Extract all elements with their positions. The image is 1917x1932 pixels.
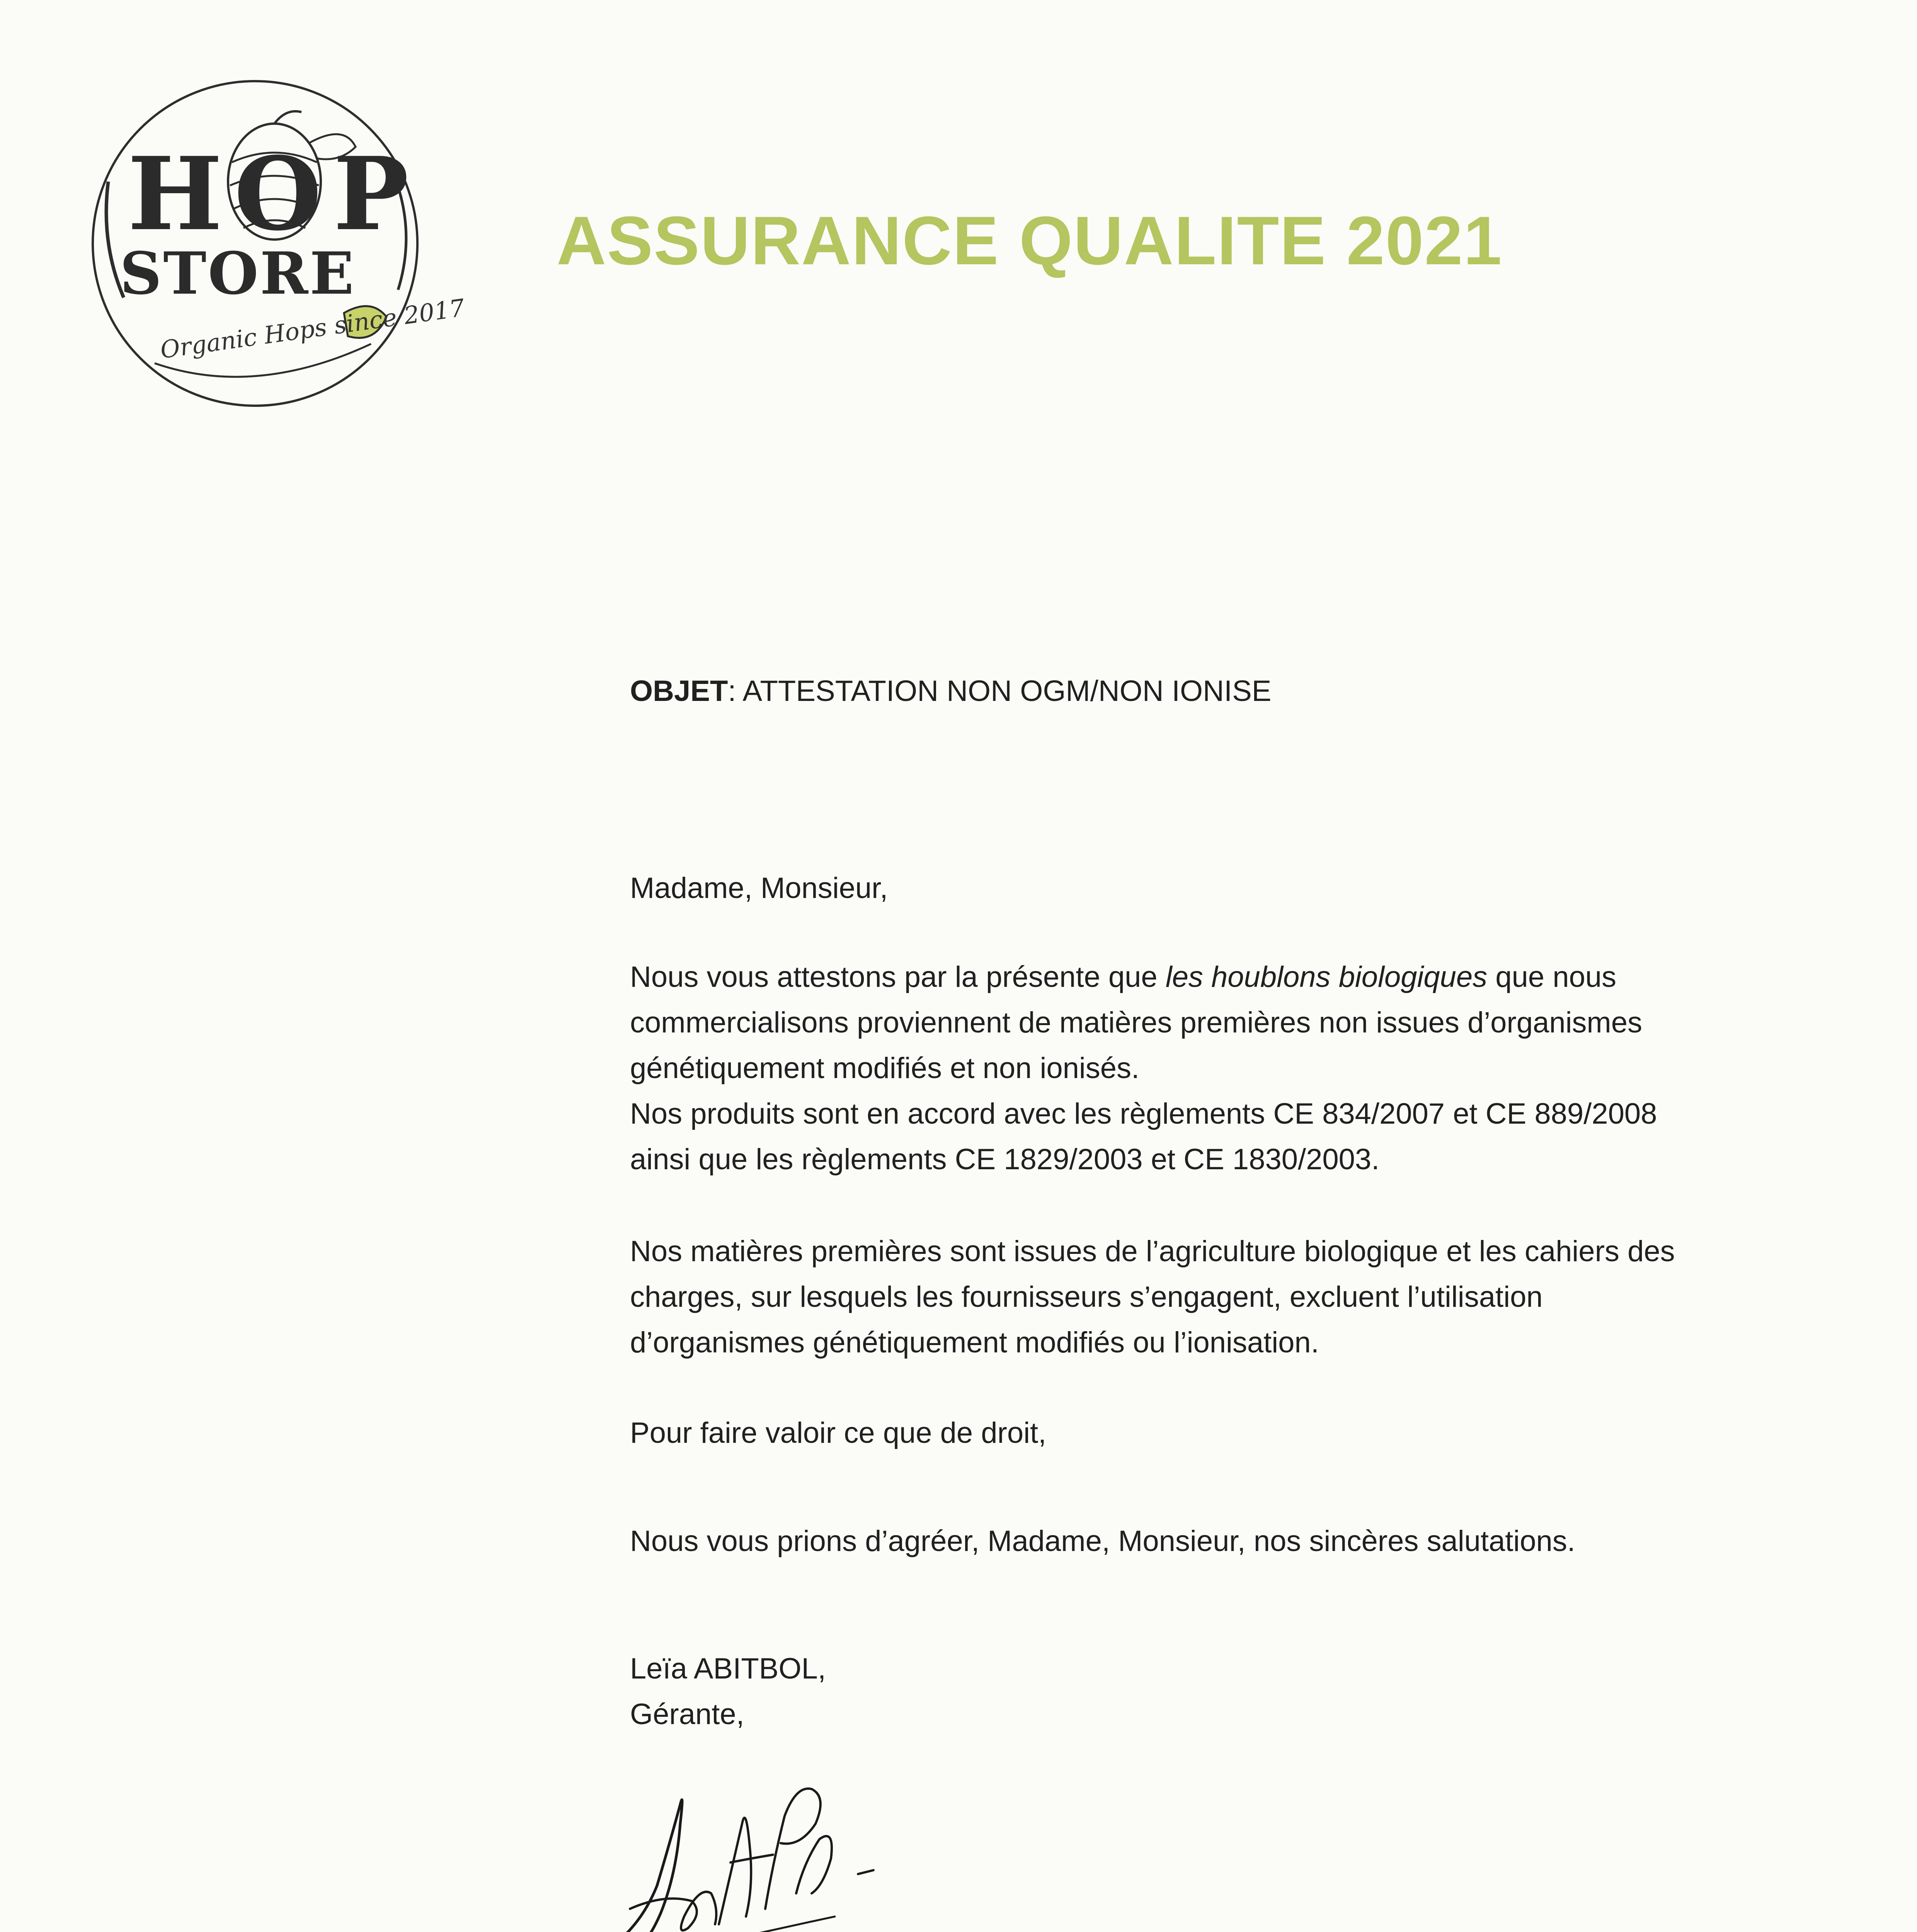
document-title: ASSURANCE QUALITE 2021 <box>557 202 1503 279</box>
logo-store-text: STORE <box>120 240 356 308</box>
logo-tagline: Organic Hops since 2017 <box>158 293 466 364</box>
greeting: Madame, Monsieur, <box>630 872 888 905</box>
subject-text: : ATTESTATION NON OGM/NON IONISE <box>728 675 1272 707</box>
paragraph-line: commercialisons proviennent de matières premières non issues d’organismes <box>630 1006 1642 1039</box>
paragraph-line: ainsi que les règlements CE 1829/2003 et CE 1830/2003. <box>630 1143 1380 1176</box>
paragraph-line <box>630 954 1657 1000</box>
text-span: Nous vous attestons par la présente que <box>630 961 1166 993</box>
paragraph-line: Nos produits sont en accord avec les règlements CE 834/2007 et CE 889/2008 <box>630 1097 1657 1130</box>
handwritten-signature <box>564 1747 912 1932</box>
signer-block <box>630 1646 826 1737</box>
paragraph-raw-materials <box>630 1229 1675 1366</box>
subject-line <box>630 668 1271 714</box>
paragraph-attestation <box>630 954 1657 1182</box>
paragraph-line: d’organismes génétiquement modifiés ou l’ionisation. <box>630 1326 1319 1359</box>
paragraph-line: Nos matières premières sont issues de l’agriculture biologique et les cahiers des <box>630 1235 1675 1268</box>
text-span: que nous <box>1487 961 1616 993</box>
signer-role: Gérante, <box>630 1698 744 1731</box>
closing-statement: Pour faire valoir ce que de droit, <box>630 1417 1047 1449</box>
subject-label: OBJET <box>630 675 728 707</box>
paragraph-line: charges, sur lesquels les fournisseurs s’engagent, excluent l’utilisation <box>630 1281 1543 1313</box>
signer-name: Leïa ABITBOL, <box>630 1652 826 1685</box>
closing-salutation: Nous vous prions d’agréer, Madame, Monsieur, nos sincères salutations. <box>630 1525 1575 1558</box>
paragraph-line: génétiquement modifiés et non ionisés. <box>630 1052 1140 1085</box>
italic-phrase: les houblons biologiques <box>1165 961 1488 993</box>
hopstore-logo <box>77 66 466 421</box>
logo-hop-text: HOP <box>128 135 421 253</box>
